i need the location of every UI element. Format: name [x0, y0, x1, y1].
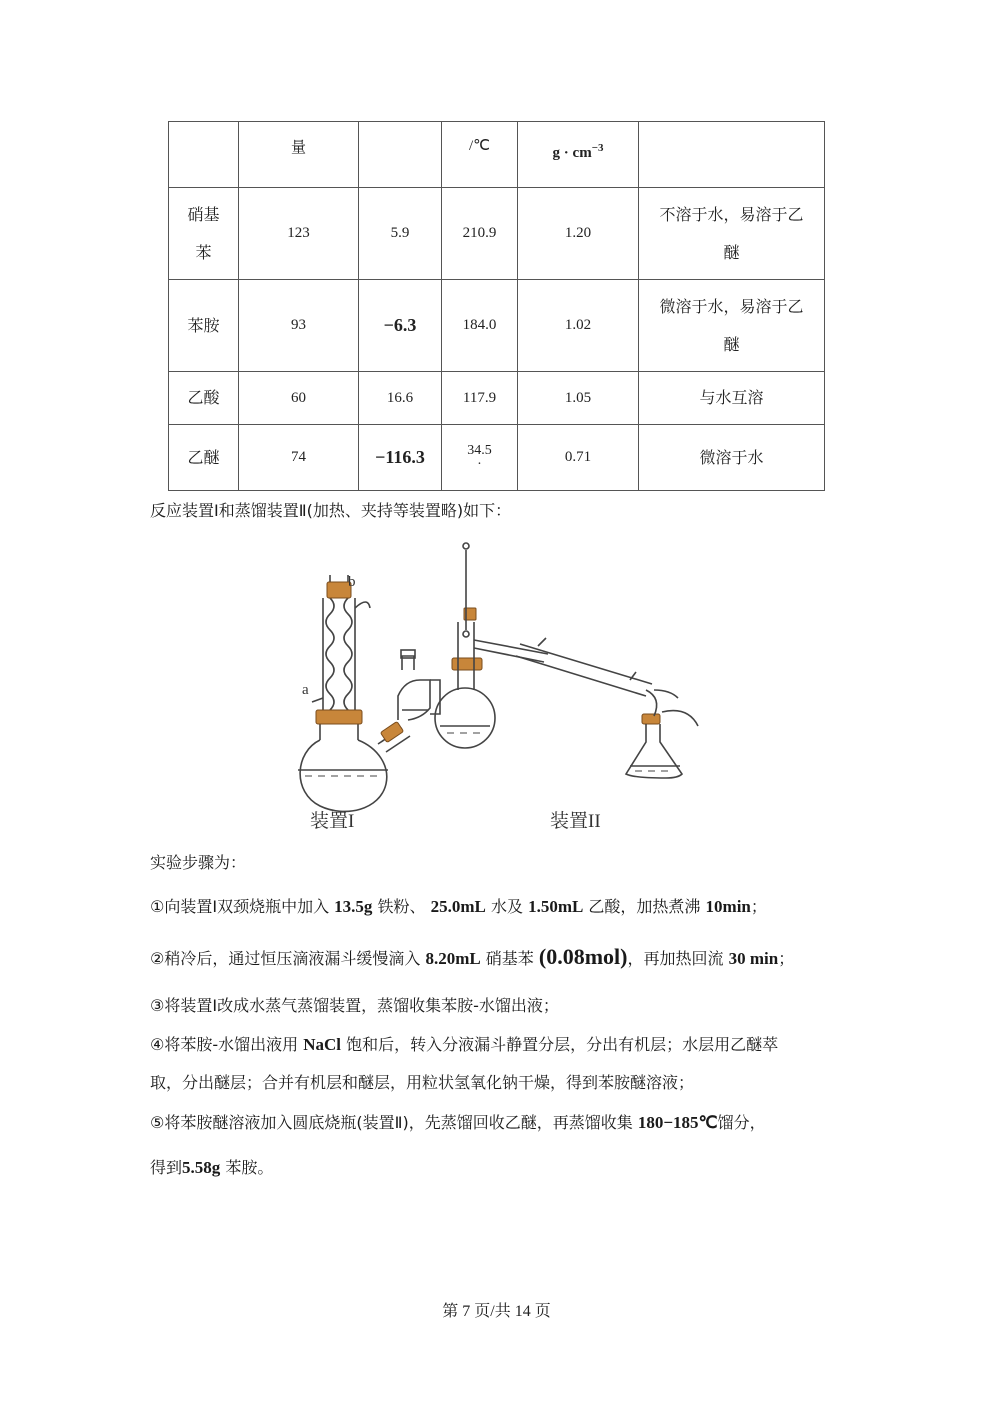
molar-mass: 123 [239, 188, 359, 280]
molar-mass: 60 [239, 372, 359, 425]
step-2: ②稍冷后，通过恒压滴液漏斗缓慢滴入 8.20mL 硝基苯 (0.08mol)，再加热回流 30 min； [150, 944, 795, 969]
step-5-continued: 得到5.58g 苯胺。 [150, 1158, 274, 1177]
label-a: a [302, 682, 309, 698]
caption-apparatus-1: 装置I [310, 811, 355, 832]
compound-name: 乙酸 [169, 372, 239, 425]
compound-name: 苯胺 [169, 280, 239, 372]
table-header-cell [169, 122, 239, 188]
density: 1.20 [518, 188, 639, 280]
solubility: 微溶于水 [639, 425, 825, 491]
step-5: ⑤将苯胺醚溶液加入圆底烧瓶(装置Ⅱ)，先蒸馏回收乙醚，再蒸馏收集 180−185℃馏分， [150, 1113, 766, 1132]
density: 1.02 [518, 280, 639, 372]
table-header-cell: /℃ [442, 122, 518, 188]
compound-name: 乙醚 [169, 425, 239, 491]
step-1: ①向装置Ⅰ双颈烧瓶中加入 13.5g 铁粉、 25.0mL 水及 1.50mL 乙酸，加热煮沸 10min； [150, 897, 767, 916]
boiling-point: 34.5 · [442, 425, 518, 491]
compound-name: 硝基 苯 [169, 188, 239, 280]
density-unit-exponent: −3 [591, 141, 604, 154]
label-b: b [348, 574, 356, 590]
melting-point: −6.3 [359, 280, 442, 372]
steps-title: 实验步骤为： [150, 853, 247, 872]
table-row [169, 425, 825, 491]
table-header-cell [639, 122, 825, 188]
intro-text: 反应装置Ⅰ和蒸馏装置Ⅱ(加热、夹持等装置略)如下： [150, 501, 512, 520]
caption-apparatus-2: 装置II [550, 811, 601, 832]
step-4: ④将苯胺-水馏出液用 NaCl 饱和后，转入分液漏斗静置分层，分出有机层；水层用乙醚萃 [150, 1035, 779, 1054]
table-header-cell: 量 [239, 122, 359, 188]
table-header-cell [359, 122, 442, 188]
table-header-cell [518, 122, 639, 188]
table-row [169, 188, 825, 280]
boiling-point: 184.0 [442, 280, 518, 372]
melting-point: 16.6 [359, 372, 442, 425]
solubility: 不溶于水，易溶于乙 醚 [639, 188, 825, 280]
boiling-point: 210.9 [442, 188, 518, 280]
density: 1.05 [518, 372, 639, 425]
step-3: ③将装置Ⅰ改成水蒸气蒸馏装置，蒸馏收集苯胺-水馏出液； [150, 996, 559, 1015]
apparatus-figure [290, 530, 710, 840]
solubility: 微溶于水，易溶于乙 醚 [639, 280, 825, 372]
table-row [169, 280, 825, 372]
boiling-point: 117.9 [442, 372, 518, 425]
properties-table [168, 121, 825, 491]
density-unit: g · cm [552, 144, 592, 161]
step-4-continued: 取，分出醚层；合并有机层和醚层，用粒状氢氧化钠干燥，得到苯胺醚溶液； [150, 1073, 695, 1092]
table-header-row [169, 122, 825, 188]
page-footer: 第 7 页/共 14 页 [442, 1303, 551, 1320]
table-row [169, 372, 825, 425]
molar-mass: 93 [239, 280, 359, 372]
melting-point: 5.9 [359, 188, 442, 280]
density: 0.71 [518, 425, 639, 491]
melting-point: −116.3 [359, 425, 442, 491]
solubility: 与水互溶 [639, 372, 825, 425]
molar-mass: 74 [239, 425, 359, 491]
